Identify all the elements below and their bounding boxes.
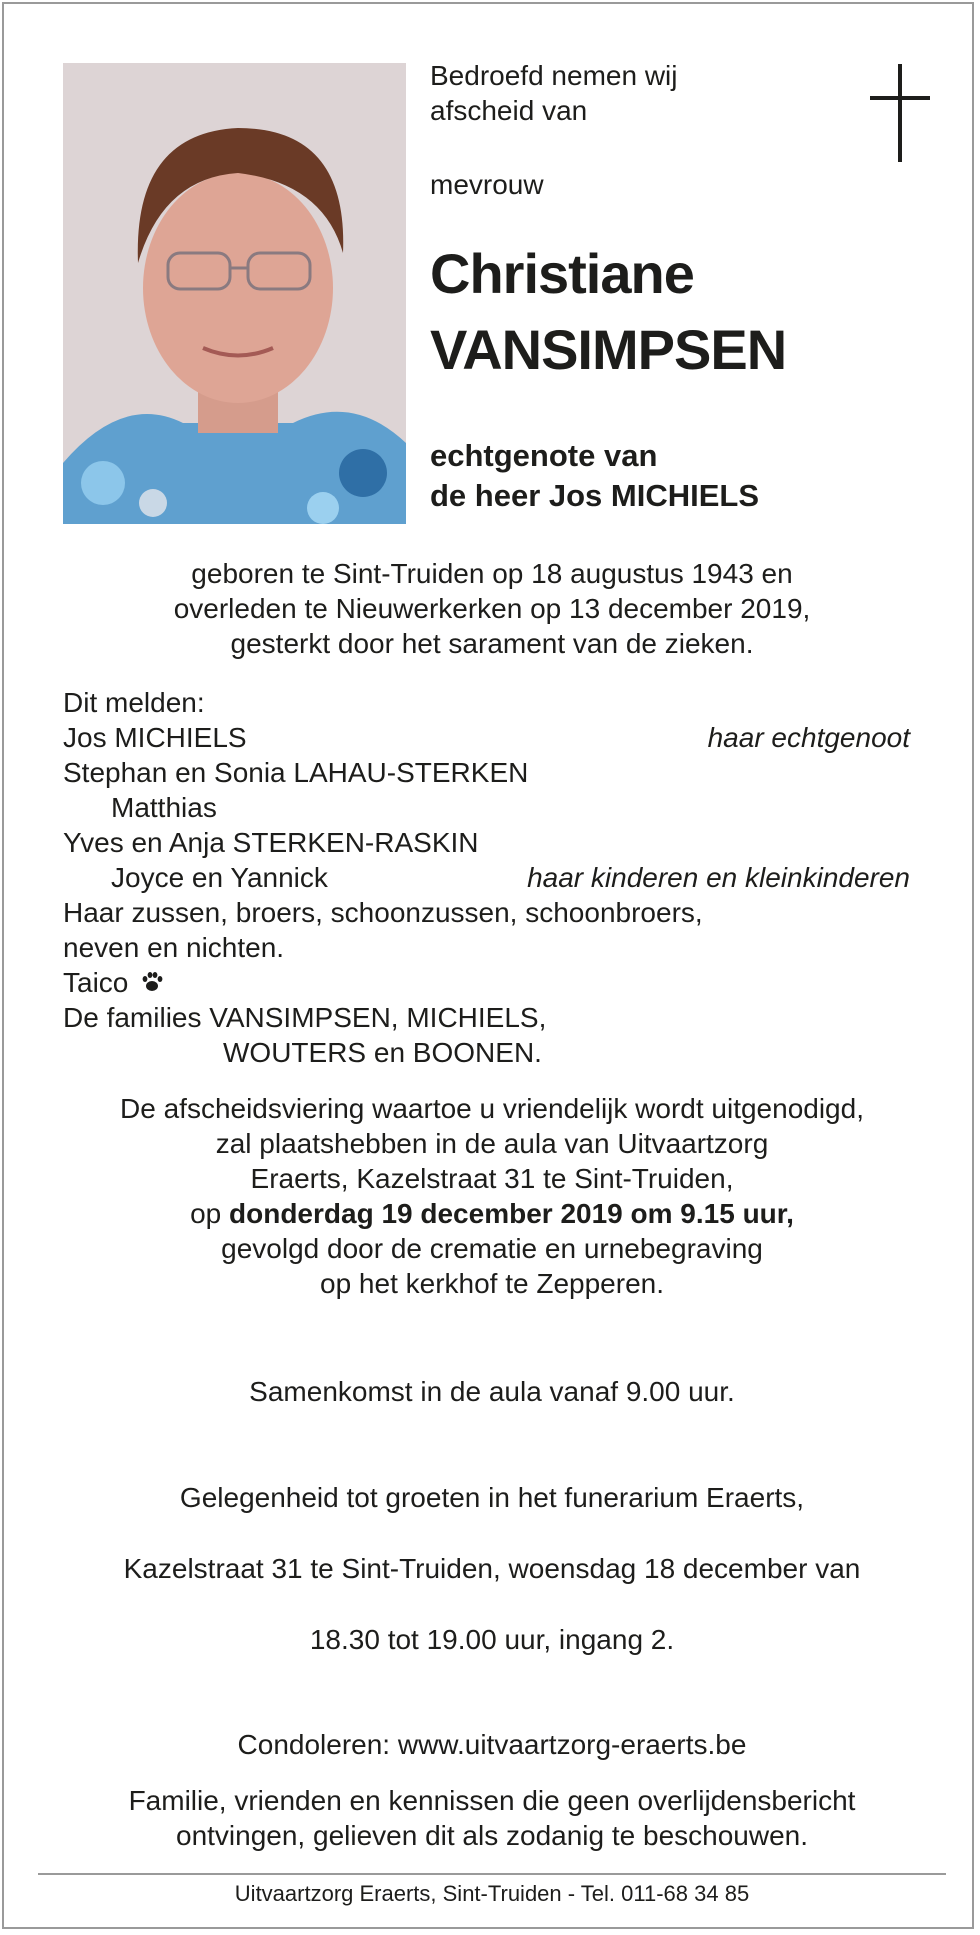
visitation-line-3: 18.30 tot 19.00 uur, ingang 2. — [309, 1624, 675, 1655]
footer-text: Uitvaartzorg Eraerts, Sint-Truiden - Tel. 011-68 34 85 — [234, 1881, 750, 1906]
family-line: Yves en Anja STERKEN-RASKIN — [63, 827, 479, 858]
family-line: Joyce en Yannick — [111, 862, 328, 893]
ceremony-date: op donderdag 19 december 2019 om 9.15 uur, — [190, 1198, 794, 1229]
death-notice-card — [2, 2, 974, 1929]
family-heading: Dit melden: — [63, 687, 205, 718]
intro-text: Bedroefd nemen wij afscheid van — [430, 60, 678, 126]
birth-death-info: geboren te Sint-Truiden op 18 augustus 1943 en overleden te Nieuwerkerken op 13 december 2019, gesterkt door het sarament van de zieken. — [173, 558, 811, 659]
first-name: Christiane — [430, 242, 694, 305]
family-line: De families VANSIMPSEN, MICHIELS, — [63, 1002, 547, 1033]
family-line: WOUTERS en BOONEN. — [223, 1037, 542, 1068]
visitation-line-1: Gelegenheid tot groeten in het funerarium Eraerts, — [179, 1482, 805, 1513]
ceremony-info: De afscheidsviering waartoe u vriendelijk wordt uitgenodigd, zal plaatshebben in de aula van Uitvaartzorg Eraerts, Kazelstraat 31 te Sint-Truiden, op donderdag 19 december 2019 om 9.15 uur, gevolgd door de crematie en urnebegraving op het kerkhof te Zepperen. — [44, 1091, 940, 1301]
cross-icon — [870, 64, 930, 164]
family-line: neven en nichten. — [63, 932, 285, 963]
family-line-pet — [63, 965, 164, 1000]
paw-icon — [140, 970, 164, 994]
family-line: Haar zussen, broers, schoonzussen, schoonbroers, — [63, 897, 703, 928]
honorific: mevrouw — [430, 169, 544, 200]
portrait-photo — [63, 63, 406, 524]
family-line: Stephan en Sonia LAHAU-STERKEN — [63, 757, 529, 788]
pet-name: Taico — [63, 967, 129, 998]
footer-divider — [38, 1873, 946, 1875]
family-relation: haar echtgenoot — [707, 722, 910, 753]
visitation-line-2: Kazelstraat 31 te Sint-Truiden, woensdag 18 december van — [123, 1553, 861, 1584]
notice-text: Familie, vrienden en kennissen die geen overlijdensbericht ontvingen, gelieven dit als zodanig te beschouwen. — [128, 1785, 856, 1851]
condolence-link[interactable]: Condoleren: www.uitvaartzorg-eraerts.be — [237, 1729, 747, 1760]
last-name: VANSIMPSEN — [430, 318, 787, 381]
spouse-info: echtgenote van de heer Jos MICHIELS — [430, 438, 760, 513]
gathering-info: Samenkomst in de aula vanaf 9.00 uur. — [249, 1376, 735, 1407]
family-line: Jos MICHIELS — [63, 722, 247, 753]
family-relation: haar kinderen en kleinkinderen — [527, 862, 910, 893]
family-line: Matthias — [111, 792, 217, 823]
